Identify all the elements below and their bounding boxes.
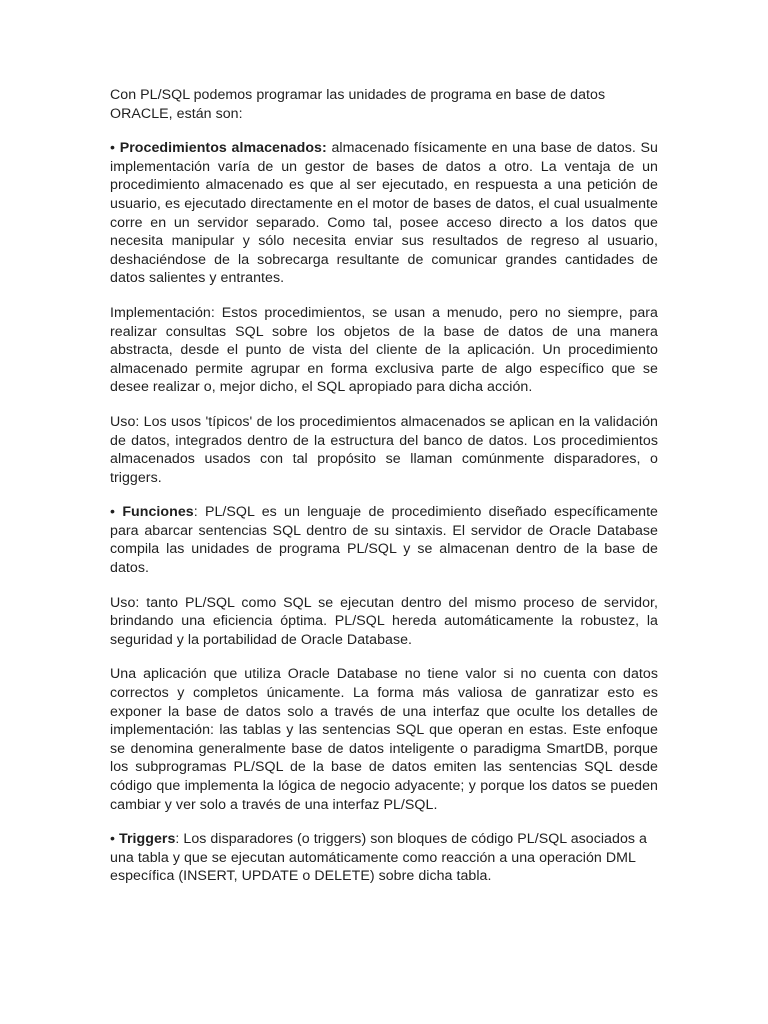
uso1-paragraph	[110, 413, 658, 487]
bullet: •	[110, 504, 116, 521]
document-page	[110, 86, 658, 902]
uso2-paragraph	[110, 594, 658, 650]
funciones-paragraph	[110, 503, 658, 577]
procedimientos-term: Procedimientos almacenados:	[119, 140, 327, 157]
funciones-text: : PL/SQL es un lenguaje de procedimiento diseñado específicamente para abarcar sentencias SQL dentro de su sintaxis. El servidor de Oracle Database compila las unidades de programa PL/SQL y se almacenan dentro de la base de datos.	[110, 504, 659, 577]
uso2-text: Uso: tanto PL/SQL como SQL se ejecutan dentro del mismo proceso de servidor, brindando una eficiencia óptima. PL/SQL hereda automáticamente la robustez, la seguridad y la portabilidad de Oracle Database.	[110, 594, 658, 648]
triggers-text: : Los disparadores (o triggers) son bloques de código PL/SQL asociados a una tabla y que se ejecutan automáticamente como reacción a una operación DML específica (INSERT, UPDATE o DELETE) sobre dicha tabla.	[110, 831, 647, 885]
intro-text: Con PL/SQL podemos programar las unidades de programa en base de datos ORACLE, están son:	[110, 87, 606, 122]
implementacion-text: Implementación: Estos procedimientos, se usan a menudo, pero no siempre, para realizar consultas SQL sobre los objetos de la base de datos de una manera abstracta, desde el punto de vista del cliente de la aplicación. Un procedimiento almacenado permite agrupar en forma exclusiva parte de algo específico que se desee realizar o, mejor dicho, el SQL apropiado para dicha acción.	[110, 304, 658, 396]
triggers-term: Triggers	[119, 831, 176, 848]
implementacion-paragraph	[110, 304, 658, 397]
bullet: •	[110, 831, 116, 848]
intro-paragraph	[110, 86, 658, 123]
procedimientos-paragraph	[110, 139, 658, 288]
procedimientos-text: almacenado físicamente en una base de datos. Su implementación varía de un gestor de bases de datos a otro. La ventaja de un procedimiento almacenado es que al ser ejecutado, en respuesta a una petición de usuario, es ejecutado directamente en el motor de bases de datos, el cual usualmente corre en un servidor separado. Como tal, posee acceso directo a los datos que necesita manipular y sólo necesita enviar sus resultados de regreso al usuario, deshaciéndose de la sobrecarga resultante de comunicar grandes cantidades de datos salientes y entrantes.	[110, 140, 658, 287]
triggers-paragraph	[110, 830, 658, 886]
uso1-text: Uso: Los usos 'típicos' de los procedimientos almacenados se aplican en la validación de datos, integrados dentro de la estructura del banco de datos. Los procedimientos almacenados usados con tal propósito se llaman comúnmente disparadores, o triggers.	[110, 413, 658, 486]
bullet: •	[110, 140, 116, 157]
aplicacion-text: Una aplicación que utiliza Oracle Database no tiene valor si no cuenta con datos correctos y completos únicamente. La forma más valiosa de ganratizar esto es exponer la base de datos solo a través de una interfaz que oculte los detalles de implementación: las tablas y las sentencias SQL que operan en estas. Este enfoque se denomina generalmente base de datos inteligente o paradigma SmartDB, porque los subprogramas PL/SQL de la base de datos emiten las sentencias SQL desde código que implementa la lógica de negocio adyacente; y porque los datos se pueden cambiar y ver solo a través de una interfaz PL/SQL.	[110, 666, 658, 813]
funciones-term: Funciones	[122, 504, 194, 521]
aplicacion-paragraph	[110, 665, 658, 814]
